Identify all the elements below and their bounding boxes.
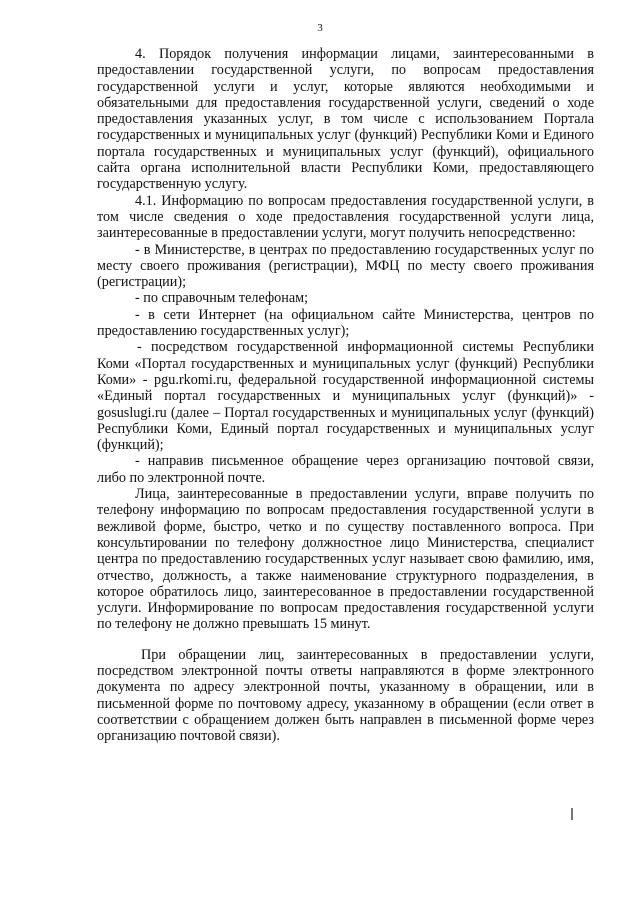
page-number: 3 <box>317 22 323 34</box>
section-heading: 4. Порядок получения информации лицами, заинтересованными в предоставлении государственной услуги, по вопросам предоставления государственной услуги и услуг, которые являются необходимыми и обязательными для предоставления государственной услуги, сведений о ходе предоставления указанных услуг, в том числе с использованием Портала государственных и муниципальных услуг (функций) Республики Коми и Единого портала государственных и муниципальных услуг (функций), официального сайта органа исполнительной власти Республики Коми, предоставляющего государственную услугу. <box>97 46 594 193</box>
list-item-internet: - в сети Интернет (на официальном сайте Министерства, центров по предоставлению государственных услуг); <box>97 306 594 340</box>
scan-mark <box>571 808 573 820</box>
list-item-portals: - посредством государственной информационной системы Республики Коми «Портал государственных и муниципальных услуг (функций) Республики Коми» - pgu.rkomi.ru, федеральной государственной информационной системы «Единый портал государственных и муниципальных услуг (функций)» - gosuslugi.ru (далее – Портал государственных и муниципальных услуг (функций) Республики Коми, Единый портал государственных и муниципальных услуг (функций); <box>97 339 594 454</box>
subsection-4-1: 4.1. Информацию по вопросам предоставления государственной услуги, в том числе сведения о ходе предоставления государственной услуги лица, заинтересованные в предоставлении услуги, могут получить непосредственно: <box>97 192 594 242</box>
list-item-in-ministry: - в Министерстве, в центрах по предоставлению государственных услуг по месту своего проживания (регистрации), МФЦ по месту своего проживания (регистрации); <box>97 241 594 291</box>
phone-consultation-paragraph: Лица, заинтересованные в предоставлении услуги, вправе получить по телефону информацию по вопросам предоставления государственной услуги в вежливой форме, быстро, четко и по существу поставленного вопроса. При консультировании по телефону должностное лицо Министерства, специалист центра по предоставлению государственных услуг называет свою фамилию, имя, отчество, должность, а также наименование структурного подразделения, в которое обратилось лицо, заинтересованное в предоставлении государственной услуги. Информирование по вопросам предоставления государственной услуги по телефону не должно превышать 15 минут. <box>97 486 594 633</box>
email-response-paragraph: При обращении лиц, заинтересованных в предоставлении услуги, посредством электронной почты ответы направляются в форме электронного документа по адресу электронной почты, указанному в обращении, или в письменной форме по почтовому адресу, указанному в обращении (если ответ в соответствии с обращением должен быть направлен в письменной форме через организацию почтовой связи). <box>97 646 594 745</box>
list-item-mail: - направив письменное обращение через организацию почтовой связи, либо по электронной почте. <box>97 453 594 486</box>
list-item-phones: - по справочным телефонам; <box>135 290 309 307</box>
document-body <box>97 46 594 744</box>
